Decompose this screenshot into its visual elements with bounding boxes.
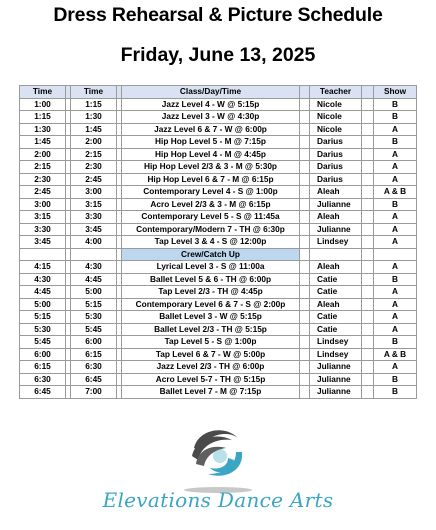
- table-row: [20, 161, 417, 174]
- start-time-cell: 3:00: [20, 198, 66, 211]
- spacer-cell: [362, 223, 374, 236]
- end-time-cell: 7:00: [71, 386, 117, 399]
- end-time-cell: 6:45: [71, 373, 117, 386]
- class-cell: Ballet Level 7 - M @ 7:15p: [122, 386, 300, 399]
- show-cell: A: [374, 298, 417, 311]
- show-cell: A: [374, 361, 417, 374]
- class-cell: Jazz Level 2/3 - TH @ 6:00p: [122, 361, 300, 374]
- teacher-cell: Catie: [310, 273, 362, 286]
- show-cell: B: [374, 386, 417, 399]
- end-time-cell: 2:00: [71, 136, 117, 149]
- header-time-end: Time: [71, 86, 117, 99]
- class-cell: Hip Hop Level 2/3 & 3 - M @ 5:30p: [122, 161, 300, 174]
- class-cell: Contemporary Level 6 & 7 - S @ 2:00p: [122, 298, 300, 311]
- spacer-cell: [362, 373, 374, 386]
- spacer-cell: [300, 186, 310, 199]
- teacher-cell: Julianne: [310, 223, 362, 236]
- table-row: [20, 311, 417, 324]
- show-cell: A: [374, 173, 417, 186]
- show-cell: B: [374, 111, 417, 124]
- start-time-cell: 6:30: [20, 373, 66, 386]
- class-cell: Tap Level 5 - S @ 1:00p: [122, 336, 300, 349]
- spacer-cell: [362, 148, 374, 161]
- teacher-cell: Darius: [310, 136, 362, 149]
- spacer-cell: [300, 273, 310, 286]
- class-cell: Jazz Level 3 - W @ 4:30p: [122, 111, 300, 124]
- end-time-cell: 5:45: [71, 323, 117, 336]
- spacer-cell: [362, 361, 374, 374]
- start-time-cell: 2:00: [20, 148, 66, 161]
- teacher-cell: Julianne: [310, 373, 362, 386]
- start-time-cell: 3:15: [20, 211, 66, 224]
- show-cell: B: [374, 98, 417, 111]
- end-time-cell: 1:15: [71, 98, 117, 111]
- class-cell: Contemporary/Modern 7 - TH @ 6:30p: [122, 223, 300, 236]
- start-time-cell: 4:45: [20, 286, 66, 299]
- table-row: [20, 198, 417, 211]
- table-row: [20, 261, 417, 274]
- header-class: Class/Day/Time: [122, 86, 300, 99]
- class-cell: Acro Level 5-7 - TH @ 5:15p: [122, 373, 300, 386]
- spacer-cell: [362, 123, 374, 136]
- logo-wordmark: Elevations Dance Arts: [102, 488, 334, 512]
- spacer-cell: [362, 261, 374, 274]
- start-time-cell: 2:15: [20, 161, 66, 174]
- spacer-cell: [362, 286, 374, 299]
- spacer-cell: [362, 136, 374, 149]
- class-cell: Hip Hop Level 6 & 7 - M @ 6:15p: [122, 173, 300, 186]
- table-row: [20, 186, 417, 199]
- class-cell: Crew/Catch Up: [122, 248, 300, 261]
- end-time-cell: 1:30: [71, 111, 117, 124]
- table-row: [20, 373, 417, 386]
- spacer-cell: [362, 323, 374, 336]
- header-time-start: Time: [20, 86, 66, 99]
- end-time-cell: 6:30: [71, 361, 117, 374]
- spacer-cell: [362, 311, 374, 324]
- show-cell: A: [374, 286, 417, 299]
- start-time-cell: 3:30: [20, 223, 66, 236]
- end-time-cell: 5:30: [71, 311, 117, 324]
- table-row: [20, 361, 417, 374]
- spacer-cell: [362, 248, 374, 261]
- end-time-cell: 5:00: [71, 286, 117, 299]
- spacer-cell: [362, 298, 374, 311]
- teacher-cell: Lindsey: [310, 236, 362, 249]
- spacer-cell: [300, 323, 310, 336]
- header-show: Show: [374, 86, 417, 99]
- spacer-cell: [300, 386, 310, 399]
- start-time-cell: 5:15: [20, 311, 66, 324]
- teacher-cell: Darius: [310, 148, 362, 161]
- start-time-cell: 5:00: [20, 298, 66, 311]
- schedule-date: Friday, June 13, 2025: [120, 44, 316, 66]
- class-cell: Hip Hop Level 4 - M @ 4:45p: [122, 148, 300, 161]
- start-time-cell: 4:15: [20, 261, 66, 274]
- spacer-cell: [362, 186, 374, 199]
- table-row: [20, 386, 417, 399]
- show-cell: A: [374, 161, 417, 174]
- spacer-cell: [300, 373, 310, 386]
- show-cell: [374, 248, 417, 261]
- spacer-cell: [300, 148, 310, 161]
- spacer-cell: [300, 261, 310, 274]
- teacher-cell: Aleah: [310, 261, 362, 274]
- table-row: [20, 236, 417, 249]
- spacer-cell: [300, 311, 310, 324]
- elevations-logo-icon: [0, 418, 436, 530]
- end-time-cell: 3:00: [71, 186, 117, 199]
- teacher-cell: [310, 248, 362, 261]
- end-time-cell: 6:15: [71, 348, 117, 361]
- show-cell: A & B: [374, 186, 417, 199]
- start-time-cell: 1:15: [20, 111, 66, 124]
- teacher-cell: Julianne: [310, 198, 362, 211]
- header-spacer: [300, 86, 310, 99]
- show-cell: A: [374, 211, 417, 224]
- spacer-cell: [300, 123, 310, 136]
- teacher-cell: Julianne: [310, 386, 362, 399]
- spacer-cell: [362, 111, 374, 124]
- end-time-cell: 3:15: [71, 198, 117, 211]
- spacer-cell: [300, 161, 310, 174]
- table-row: [20, 273, 417, 286]
- show-cell: A: [374, 323, 417, 336]
- start-time-cell: 5:45: [20, 336, 66, 349]
- start-time-cell: 6:00: [20, 348, 66, 361]
- class-cell: Acro Level 2/3 & 3 - M @ 6:15p: [122, 198, 300, 211]
- end-time-cell: 3:30: [71, 211, 117, 224]
- show-cell: B: [374, 373, 417, 386]
- table-row: [20, 211, 417, 224]
- show-cell: B: [374, 198, 417, 211]
- end-time-cell: 3:45: [71, 223, 117, 236]
- class-cell: Ballet Level 2/3 - TH @ 5:15p: [122, 323, 300, 336]
- class-cell: Contemporary Level 5 - S @ 11:45a: [122, 211, 300, 224]
- show-cell: B: [374, 273, 417, 286]
- end-time-cell: 1:45: [71, 123, 117, 136]
- show-cell: A: [374, 236, 417, 249]
- show-cell: B: [374, 136, 417, 149]
- class-cell: Lyrical Level 3 - S @ 11:00a: [122, 261, 300, 274]
- show-cell: A: [374, 148, 417, 161]
- table-row: [20, 111, 417, 124]
- table-row: [20, 98, 417, 111]
- class-cell: Contemporary Level 4 - S @ 1:00p: [122, 186, 300, 199]
- teacher-cell: Catie: [310, 286, 362, 299]
- show-cell: A & B: [374, 348, 417, 361]
- end-time-cell: 5:15: [71, 298, 117, 311]
- teacher-cell: Aleah: [310, 186, 362, 199]
- table-row: [20, 223, 417, 236]
- schedule-body: [20, 98, 417, 398]
- spacer-cell: [362, 98, 374, 111]
- teacher-cell: Julianne: [310, 361, 362, 374]
- teacher-cell: Catie: [310, 311, 362, 324]
- class-cell: Tap Level 6 & 7 - W @ 5:00p: [122, 348, 300, 361]
- end-time-cell: 2:30: [71, 161, 117, 174]
- class-cell: Tap Level 3 & 4 - S @ 12:00p: [122, 236, 300, 249]
- spacer-cell: [300, 136, 310, 149]
- spacer-cell: [300, 286, 310, 299]
- show-cell: A: [374, 261, 417, 274]
- table-header-row: [20, 86, 417, 99]
- table-row: [20, 286, 417, 299]
- teacher-cell: Catie: [310, 323, 362, 336]
- class-cell: Hip Hop Level 5 - M @ 7:15p: [122, 136, 300, 149]
- spacer-cell: [300, 336, 310, 349]
- end-time-cell: 4:00: [71, 236, 117, 249]
- end-time-cell: 6:00: [71, 336, 117, 349]
- start-time-cell: 3:45: [20, 236, 66, 249]
- teacher-cell: Nicole: [310, 111, 362, 124]
- teacher-cell: Nicole: [310, 123, 362, 136]
- spacer-cell: [362, 348, 374, 361]
- start-time-cell: 1:30: [20, 123, 66, 136]
- class-cell: Tap Level 2/3 - TH @ 4:45p: [122, 286, 300, 299]
- schedule-table: [19, 85, 417, 399]
- start-time-cell: 2:30: [20, 173, 66, 186]
- header-teacher: Teacher: [310, 86, 362, 99]
- spacer-cell: [300, 98, 310, 111]
- teacher-cell: Nicole: [310, 98, 362, 111]
- end-time-cell: 4:30: [71, 261, 117, 274]
- start-time-cell: 2:45: [20, 186, 66, 199]
- start-time-cell: 1:45: [20, 136, 66, 149]
- spacer-cell: [362, 161, 374, 174]
- spacer-cell: [300, 111, 310, 124]
- table-row: [20, 123, 417, 136]
- start-time-cell: 6:45: [20, 386, 66, 399]
- spacer-cell: [300, 348, 310, 361]
- spacer-cell: [300, 248, 310, 261]
- spacer-cell: [362, 336, 374, 349]
- end-time-cell: [71, 248, 117, 261]
- teacher-cell: Aleah: [310, 298, 362, 311]
- start-time-cell: 6:15: [20, 361, 66, 374]
- show-cell: A: [374, 123, 417, 136]
- crew-catchup-row: [20, 248, 417, 261]
- spacer-cell: [300, 361, 310, 374]
- class-cell: Jazz Level 4 - W @ 5:15p: [122, 98, 300, 111]
- spacer-cell: [362, 211, 374, 224]
- table-row: [20, 136, 417, 149]
- spacer-cell: [362, 236, 374, 249]
- end-time-cell: 4:45: [71, 273, 117, 286]
- teacher-cell: Darius: [310, 161, 362, 174]
- table-row: [20, 348, 417, 361]
- start-time-cell: 5:30: [20, 323, 66, 336]
- spacer-cell: [300, 173, 310, 186]
- teacher-cell: Lindsey: [310, 348, 362, 361]
- table-row: [20, 298, 417, 311]
- spacer-cell: [362, 386, 374, 399]
- start-time-cell: 4:30: [20, 273, 66, 286]
- table-row: [20, 323, 417, 336]
- spacer-cell: [300, 198, 310, 211]
- class-cell: Jazz Level 6 & 7 - W @ 6:00p: [122, 123, 300, 136]
- show-cell: B: [374, 336, 417, 349]
- show-cell: A: [374, 223, 417, 236]
- spacer-cell: [300, 298, 310, 311]
- teacher-cell: Aleah: [310, 211, 362, 224]
- show-cell: A: [374, 311, 417, 324]
- spacer-cell: [300, 236, 310, 249]
- teacher-cell: Lindsey: [310, 336, 362, 349]
- end-time-cell: 2:15: [71, 148, 117, 161]
- spacer-cell: [300, 211, 310, 224]
- spacer-cell: [362, 173, 374, 186]
- start-time-cell: 1:00: [20, 98, 66, 111]
- table-row: [20, 336, 417, 349]
- table-row: [20, 148, 417, 161]
- header-spacer: [362, 86, 374, 99]
- spacer-cell: [362, 273, 374, 286]
- teacher-cell: Darius: [310, 173, 362, 186]
- table-row: [20, 173, 417, 186]
- page-title: Dress Rehearsal & Picture Schedule: [53, 4, 383, 26]
- class-cell: Ballet Level 3 - W @ 5:15p: [122, 311, 300, 324]
- class-cell: Ballet Level 5 & 6 - TH @ 6:00p: [122, 273, 300, 286]
- start-time-cell: [20, 248, 66, 261]
- end-time-cell: 2:45: [71, 173, 117, 186]
- spacer-cell: [300, 223, 310, 236]
- spacer-cell: [362, 198, 374, 211]
